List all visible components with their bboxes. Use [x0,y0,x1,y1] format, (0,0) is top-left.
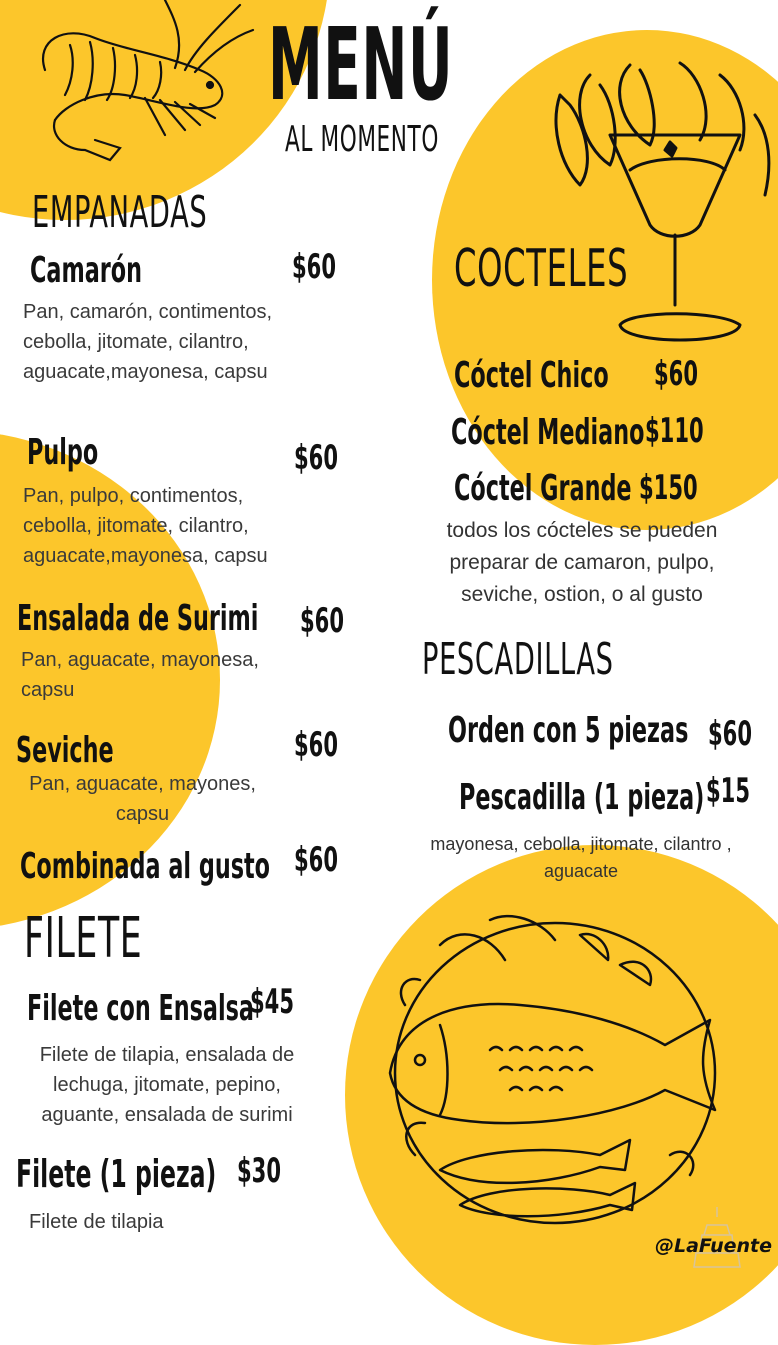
menu-item-price: $60 [654,354,699,394]
menu-item-name: Ensalada de Surimi [17,598,259,639]
section-heading-filete: FILETE [24,906,143,971]
section-heading-empanadas: EMPANADAS [32,187,208,238]
menu-item-price: $45 [250,982,295,1022]
menu-item-name: Camarón [30,250,142,291]
menu-item-price: $60 [292,247,337,287]
menu-item-description: Filete de tilapia [29,1211,164,1233]
shrimp-cocktail-icon [540,55,775,345]
menu-item-name: Filete (1 pieza) [16,1152,217,1196]
social-handle: @LaFuente [655,1235,772,1257]
menu-item-price: $60 [294,840,339,880]
menu-item-price: $110 [645,411,704,451]
menu-item-name: Cóctel Grande [454,468,632,509]
menu-item-name: Filete con Ensalsa [27,988,254,1029]
menu-item-name: Seviche [16,730,114,771]
section-heading-pescadillas: PESCADILLAS [422,634,614,685]
menu-item-description: Pan, aguacate, mayones, capsu [29,773,256,825]
menu-item-price: $60 [294,438,339,478]
menu-item-price: $150 [639,468,698,508]
page-subtitle: AL MOMENTO [285,119,439,160]
fish-plate-icon [380,905,725,1230]
pescadillas-note: mayonesa, cebolla, jitomate, cilantro , aguacate [430,834,732,881]
menu-item-price: $60 [708,714,753,754]
menu-item-price: $30 [237,1151,282,1191]
section-heading-cocteles: COCTELES [454,239,629,299]
menu-item-name: Cóctel Mediano [451,412,645,453]
menu-item-name: Pescadilla (1 pieza) [459,777,705,818]
page-title: MENÚ [268,6,454,123]
menu-item-description: Pan, camarón, contimentos, cebolla, jitomate, cilantro, aguacate,mayonesa, capsu [23,301,273,383]
shrimp-icon [25,0,255,170]
menu-item-price: $60 [300,601,345,641]
menu-item-description: Filete de tilapia, ensalada de lechuga, jitomate, pepino, aguante, ensalada de surimi [39,1044,295,1126]
menu-item-price: $60 [294,725,339,765]
menu-item-name: Pulpo [27,432,99,473]
menu-item-price: $15 [706,771,751,811]
menu-item-description: Pan, pulpo, contimentos, cebolla, jitomate, cilantro, aguacate,mayonesa, capsu [23,485,268,567]
menu-item-name: Combinada al gusto [20,846,271,887]
menu-item-description: Pan, aguacate, mayonesa, capsu [21,649,259,701]
cocteles-note: todos los cócteles se pueden preparar de camaron, pulpo, seviche, ostion, o al gusto [446,519,718,606]
menu-item-name: Orden con 5 piezas [448,710,689,751]
menu-item-name: Cóctel Chico [454,355,609,396]
